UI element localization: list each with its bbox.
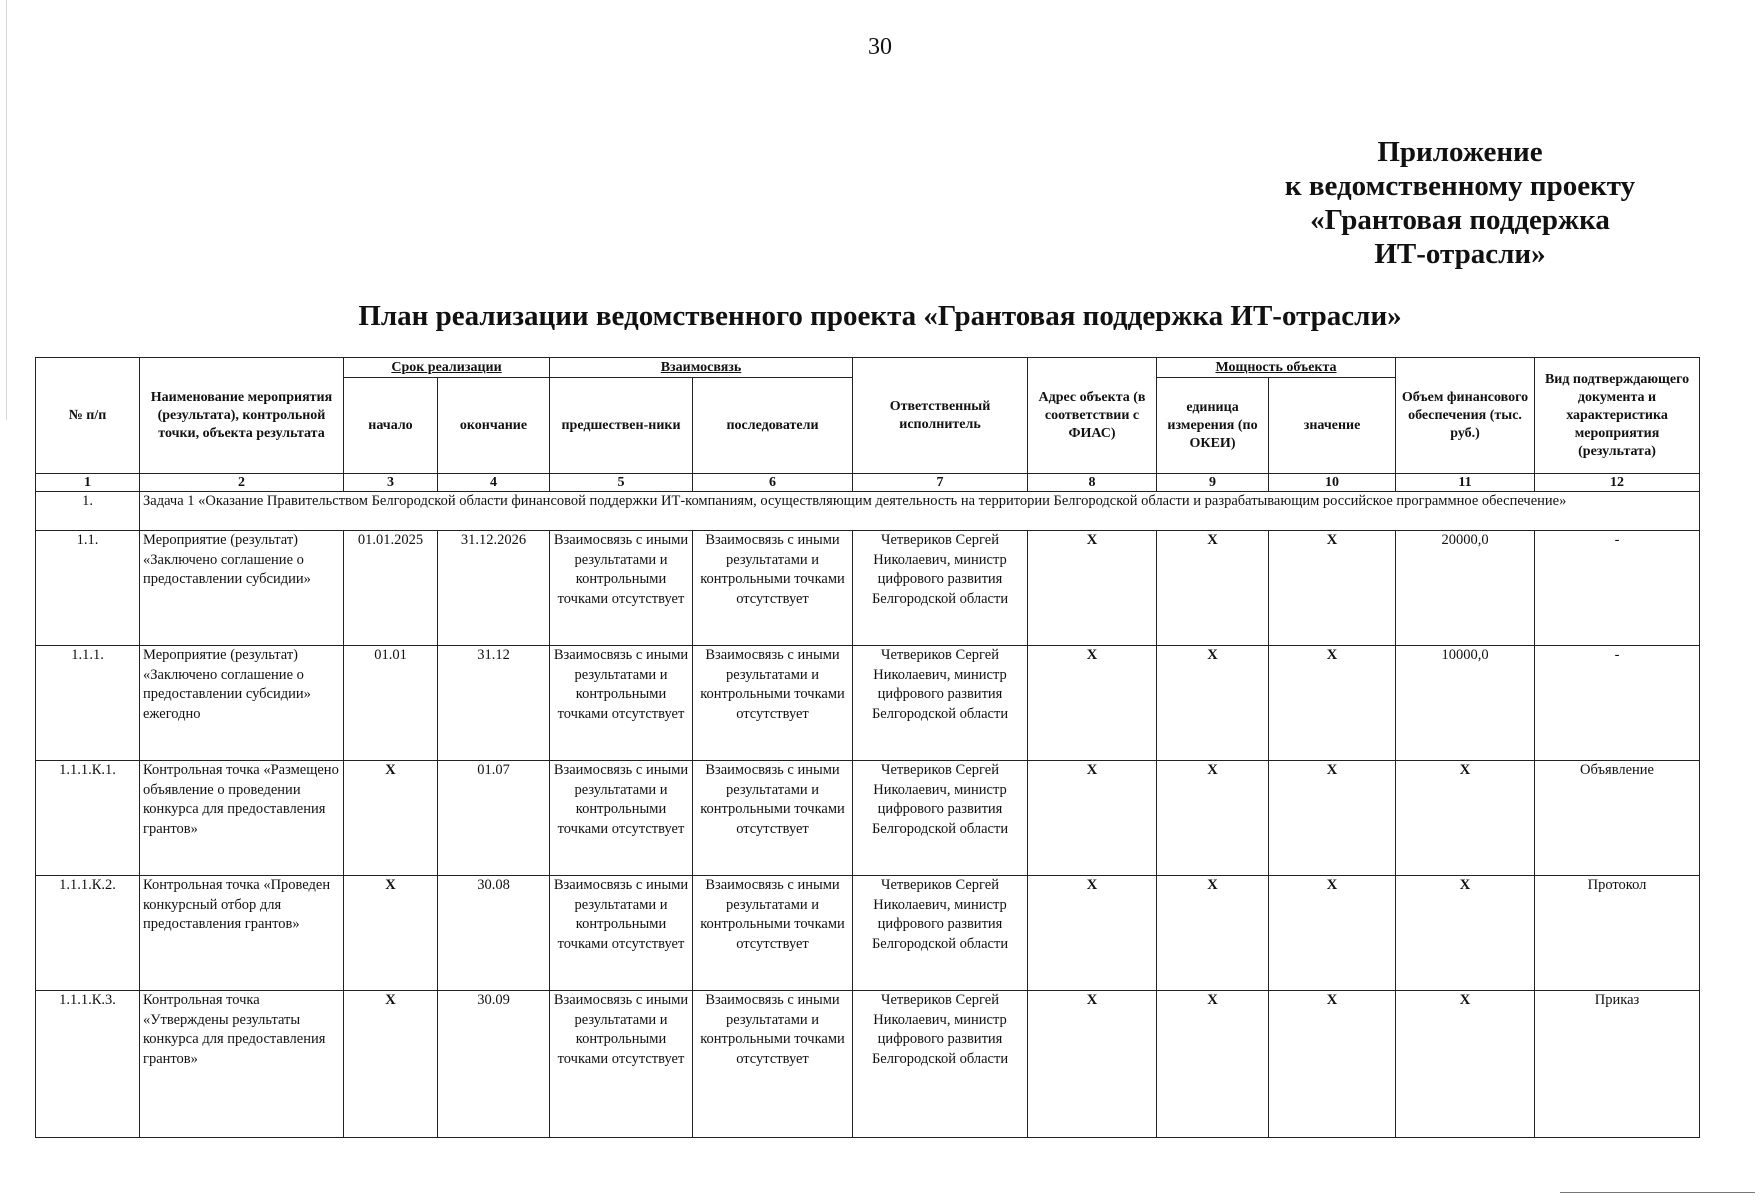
header-address: Адрес объекта (в соответствии с ФИАС) — [1028, 358, 1157, 474]
page-number: 30 — [868, 34, 892, 60]
table-row — [36, 761, 1700, 876]
header-row-group — [36, 358, 1700, 378]
table-row — [36, 531, 1700, 646]
row-start: 01.01 — [344, 646, 438, 761]
row-funding: X — [1396, 761, 1535, 876]
appendix-line: к ведомственному проекту — [1284, 170, 1636, 202]
column-number: 10 — [1269, 474, 1396, 492]
column-number: 2 — [140, 474, 344, 492]
row-num: 1.1.1.К.3. — [36, 991, 140, 1138]
row-num: 1.1.1.К.2. — [36, 876, 140, 991]
row-doc-type: - — [1535, 531, 1700, 646]
row-start: X — [344, 876, 438, 991]
row-successors: Взаимосвязь с иными результатами и контрольными точками отсутствует — [693, 646, 853, 761]
row-name: Мероприятие (результат) «Заключено соглашение о предоставлении субсидии» — [140, 531, 344, 646]
task-num: 1. — [36, 492, 140, 531]
row-num: 1.1. — [36, 531, 140, 646]
row-unit: X — [1157, 761, 1269, 876]
plan-table — [35, 357, 1700, 1138]
scan-edge-line — [6, 0, 7, 420]
scan-bottom-line — [1560, 1192, 1755, 1193]
row-doc-type: Протокол — [1535, 876, 1700, 991]
column-number: 6 — [693, 474, 853, 492]
row-unit: X — [1157, 646, 1269, 761]
row-responsible: Четвериков Сергей Николаевич, министр цифрового развития Белгородской области — [853, 531, 1028, 646]
row-end: 30.08 — [438, 876, 550, 991]
column-number: 1 — [36, 474, 140, 492]
header-funding: Объем финансового обеспечения (тыс. руб.) — [1396, 358, 1535, 474]
task-text: Задача 1 «Оказание Правительством Белгородской области финансовой поддержки ИТ-компаниям, осуществляющим деятельность на территории Белгородской области и разрабатывающим российское программное обеспечение» — [140, 492, 1700, 531]
row-responsible: Четвериков Сергей Николаевич, министр цифрового развития Белгородской области — [853, 646, 1028, 761]
column-number: 4 — [438, 474, 550, 492]
appendix-heading — [1240, 135, 1680, 271]
row-responsible: Четвериков Сергей Николаевич, министр цифрового развития Белгородской области — [853, 991, 1028, 1138]
column-number: 3 — [344, 474, 438, 492]
table-row — [36, 876, 1700, 991]
row-successors: Взаимосвязь с иными результатами и контрольными точками отсутствует — [693, 876, 853, 991]
row-value: X — [1269, 531, 1396, 646]
row-predecessors: Взаимосвязь с иными результатами и контрольными точками отсутствует — [550, 531, 693, 646]
row-name: Мероприятие (результат) «Заключено соглашение о предоставлении субсидии» ежегодно — [140, 646, 344, 761]
row-end: 30.09 — [438, 991, 550, 1138]
column-number: 12 — [1535, 474, 1700, 492]
row-address: X — [1028, 646, 1157, 761]
column-number: 11 — [1396, 474, 1535, 492]
row-value: X — [1269, 761, 1396, 876]
row-name: Контрольная точка «Размещено объявление о проведении конкурса для предоставления грантов» — [140, 761, 344, 876]
header-predecessors: предшествен-ники — [550, 378, 693, 474]
table-row — [36, 646, 1700, 761]
row-funding: X — [1396, 876, 1535, 991]
column-number: 5 — [550, 474, 693, 492]
document-title: План реализации ведомственного проекта «Грантовая поддержка ИТ-отрасли» — [358, 300, 1402, 332]
row-successors: Взаимосвязь с иными результатами и контрольными точками отсутствует — [693, 761, 853, 876]
header-capacity: Мощность объекта — [1157, 358, 1396, 378]
row-start: X — [344, 761, 438, 876]
row-num: 1.1.1.К.1. — [36, 761, 140, 876]
row-funding: 10000,0 — [1396, 646, 1535, 761]
row-end: 31.12 — [438, 646, 550, 761]
row-address: X — [1028, 991, 1157, 1138]
row-successors: Взаимосвязь с иными результатами и контрольными точками отсутствует — [693, 531, 853, 646]
row-successors: Взаимосвязь с иными результатами и контрольными точками отсутствует — [693, 991, 853, 1138]
header-doc-type: Вид подтверждающего документа и характеристика мероприятия (результата) — [1535, 358, 1700, 474]
column-number: 7 — [853, 474, 1028, 492]
row-predecessors: Взаимосвязь с иными результатами и контрольными точками отсутствует — [550, 876, 693, 991]
table-row — [36, 991, 1700, 1138]
row-name: Контрольная точка «Утверждены результаты конкурса для предоставления грантов» — [140, 991, 344, 1138]
row-address: X — [1028, 876, 1157, 991]
row-unit: X — [1157, 531, 1269, 646]
row-start: 01.01.2025 — [344, 531, 438, 646]
row-value: X — [1269, 646, 1396, 761]
row-funding: X — [1396, 991, 1535, 1138]
row-doc-type: Объявление — [1535, 761, 1700, 876]
row-doc-type: - — [1535, 646, 1700, 761]
row-unit: X — [1157, 876, 1269, 991]
column-number: 8 — [1028, 474, 1157, 492]
appendix-line: Приложение — [1377, 136, 1543, 168]
row-predecessors: Взаимосвязь с иными результатами и контрольными точками отсутствует — [550, 646, 693, 761]
header-unit: единица измерения (по ОКЕИ) — [1157, 378, 1269, 474]
header-name: Наименование мероприятия (результата), контрольной точки, объекта результата — [140, 358, 344, 474]
row-responsible: Четвериков Сергей Николаевич, министр цифрового развития Белгородской области — [853, 876, 1028, 991]
appendix-line: «Грантовая поддержка — [1310, 204, 1610, 236]
appendix-line: ИТ-отрасли» — [1374, 238, 1546, 270]
row-end: 31.12.2026 — [438, 531, 550, 646]
row-value: X — [1269, 876, 1396, 991]
header-responsible: Ответственный исполнитель — [853, 358, 1028, 474]
header-start: начало — [344, 378, 438, 474]
header-link: Взаимосвязь — [550, 358, 853, 378]
header-num: № п/п — [36, 358, 140, 474]
header-successors: последователи — [693, 378, 853, 474]
row-num: 1.1.1. — [36, 646, 140, 761]
row-doc-type: Приказ — [1535, 991, 1700, 1138]
row-address: X — [1028, 761, 1157, 876]
column-number-row — [36, 474, 1700, 492]
row-responsible: Четвериков Сергей Николаевич, министр цифрового развития Белгородской области — [853, 761, 1028, 876]
row-value: X — [1269, 991, 1396, 1138]
row-start: X — [344, 991, 438, 1138]
row-unit: X — [1157, 991, 1269, 1138]
row-address: X — [1028, 531, 1157, 646]
row-end: 01.07 — [438, 761, 550, 876]
column-number: 9 — [1157, 474, 1269, 492]
header-end: окончание — [438, 378, 550, 474]
header-value: значение — [1269, 378, 1396, 474]
row-predecessors: Взаимосвязь с иными результатами и контрольными точками отсутствует — [550, 761, 693, 876]
row-name: Контрольная точка «Проведен конкурсный отбор для предоставления грантов» — [140, 876, 344, 991]
row-funding: 20000,0 — [1396, 531, 1535, 646]
row-predecessors: Взаимосвязь с иными результатами и контрольными точками отсутствует — [550, 991, 693, 1138]
task-row — [36, 492, 1700, 531]
header-period: Срок реализации — [344, 358, 550, 378]
